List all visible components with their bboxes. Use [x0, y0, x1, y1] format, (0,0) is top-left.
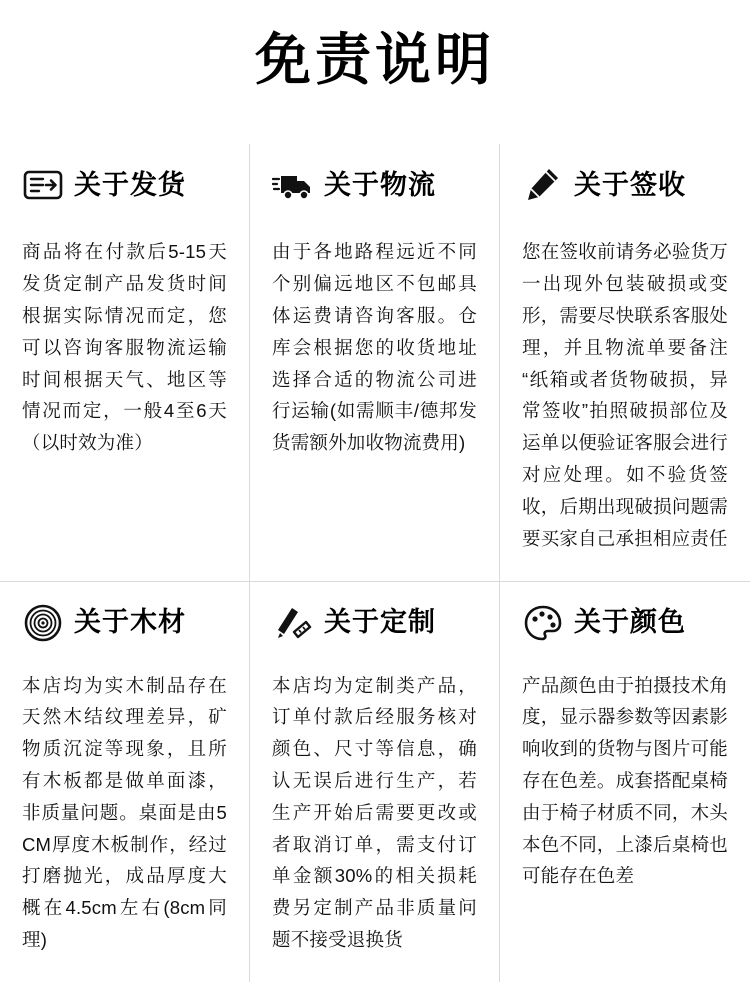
section-body: 由于各地路程远近不同个别偏远地区不包邮具体运费请咨询客服。仓库会根据您的收货地址选择合适的物流公司进行运输(如需顺丰/德邦发货需额外加收物流费用) — [272, 241, 477, 454]
wood-log-icon — [22, 602, 64, 644]
page-title: 免责说明 — [255, 28, 495, 91]
section-header — [22, 162, 227, 208]
ruler-pencil-icon — [272, 602, 314, 644]
section-card-wood — [0, 582, 250, 982]
section-title: 关于物流 — [324, 169, 436, 200]
section-body: 您在签收前请务必验货万一出现外包装破损或变形，需要尽快联系客服处理，并且物流单要备注“纸箱或者货物破损，异常签收”拍照破损部位及运单以便验证客服会进行对应处理。如不验货签收，后期出现破损问题需要买家自己承担相应责任 — [522, 241, 728, 549]
section-body: 本店均为实木制品存在天然木结纹理差异，矿物质沉淀等现象，且所有木板都是做单面漆，非质量问题。桌面是由5CM厚度木板制作，经过打磨抛光，成品厚度大概在4.5cm左右(8cm同理) — [22, 674, 227, 951]
section-title: 关于发货 — [74, 169, 186, 200]
section-body: 商品将在付款后5-15天发货定制产品发货时间根据实际情况而定，您可以咨询客服物流运输时间根据天气、地区等情况而定，一般4至6天（以时效为准） — [22, 241, 227, 454]
section-card-customization — [250, 582, 500, 982]
section-title: 关于颜色 — [574, 607, 686, 638]
section-header — [272, 600, 477, 646]
section-title: 关于签收 — [574, 169, 686, 200]
sections-grid — [0, 144, 750, 981]
section-header — [22, 600, 227, 646]
section-header — [522, 600, 728, 646]
section-header — [522, 162, 728, 208]
delivery-truck-icon — [272, 164, 314, 206]
section-card-logistics — [250, 144, 500, 581]
pen-signature-icon — [522, 164, 564, 206]
color-palette-icon — [522, 602, 564, 644]
section-card-signing — [500, 144, 750, 581]
section-body: 本店均为定制类产品，订单付款后经服务核对颜色、尺寸等信息，确认无误后进行生产，若生产开始后需要更改或者取消订单，需支付订单金额30%的相关损耗费另定制产品非质量问题不接受退换货 — [272, 674, 477, 951]
section-title: 关于定制 — [324, 607, 436, 638]
section-title: 关于木材 — [74, 607, 186, 638]
shipping-box-icon — [22, 164, 64, 206]
section-header — [272, 162, 477, 208]
section-card-color — [500, 582, 750, 982]
section-card-shipping — [0, 144, 250, 581]
section-body: 产品颜色由于拍摄技术角度，显示器参数等因素影响收到的货物与图片可能存在色差。成套搭配桌椅由于椅子材质不同，木头本色不同，上漆后桌椅也可能存在色差 — [522, 674, 728, 887]
